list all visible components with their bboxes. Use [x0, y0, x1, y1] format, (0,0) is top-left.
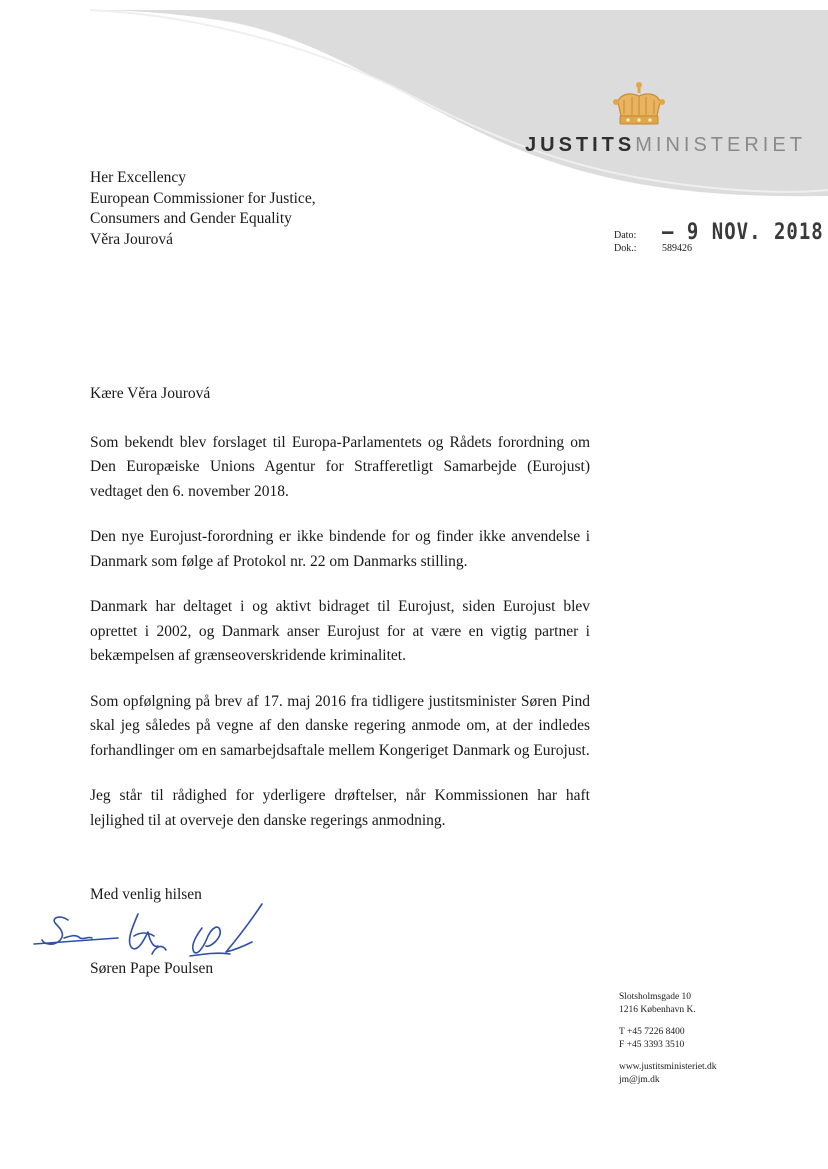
footer-website: www.justitsministeriet.dk: [619, 1062, 717, 1072]
letter-paragraph: Danmark har deltaget i og aktivt bidraget til Eurojust, siden Eurojust blev oprettet i 2002, og Danmark anser Eurojust for at være en vigtig partner i bekæmpelsen af grænseoverskridende kriminalitet.: [90, 598, 590, 664]
recipient-line: Her Excellency: [90, 169, 186, 186]
letter-closing: Med venlig hilsen: [90, 886, 202, 903]
letter-greeting: Kære Věra Jourová: [90, 385, 211, 402]
letter-paragraph: Som bekendt blev forslaget til Europa-Parlamentets og Rådets forordning om Den Europæiske Unions Agentur for Strafferetligt Samarbejde (Eurojust) vedtaget den 6. november 2018.: [90, 433, 590, 500]
footer-street: Slotsholmsgade 10: [619, 992, 692, 1002]
recipient-line: Consumers and Gender Equality: [90, 210, 292, 227]
recipient-line: European Commissioner for Justice,: [90, 189, 316, 207]
ministry-logo-text: [525, 134, 806, 157]
recipient-line: Věra Jourová: [90, 230, 174, 248]
document-meta: [614, 219, 824, 255]
date-stamp: – 9 NOV. 2018: [662, 219, 824, 245]
footer-fax: F +45 3393 3510: [619, 1040, 685, 1050]
date-label: Dato:: [614, 230, 637, 241]
signer-name: Søren Pape Poulsen: [90, 960, 214, 977]
crown-icon: [610, 80, 668, 130]
letter-paragraph: Den nye Eurojust-forordning er ikke bindende for og finder ikke anvendelse i Danmark som følge af Protokol nr. 22 om Danmarks stilling.: [90, 528, 590, 570]
letter-paragraph: Jeg står til rådighed for yderligere drøftelser, når Kommissionen har haft lejlighed til at overveje den danske regerings anmodning.: [90, 787, 590, 829]
letter-body: [90, 382, 590, 854]
date-row: [614, 219, 824, 245]
footer-phone: T +45 7226 8400: [619, 1027, 685, 1037]
footer-city: 1216 København K.: [619, 1005, 696, 1015]
recipient-address: [90, 168, 316, 250]
handwritten-signature: [30, 898, 280, 968]
ministry-contact-footer: [619, 991, 717, 1087]
logo-light-part: MINISTERIET: [635, 134, 806, 156]
doc-number: 589426: [662, 243, 692, 254]
doc-label: Dok.:: [614, 243, 637, 254]
logo-bold-part: JUSTITS: [525, 134, 636, 156]
footer-email: jm@jm.dk: [619, 1075, 660, 1085]
letter-paragraph: Som opfølgning på brev af 17. maj 2016 fra tidligere justitsminister Søren Pind skal jeg således på vegne af den danske regering anmode om, at der indledes forhandlinger om en samarbejdsaftale mellem Kongeriget Danmark og Eurojust.: [90, 692, 590, 759]
